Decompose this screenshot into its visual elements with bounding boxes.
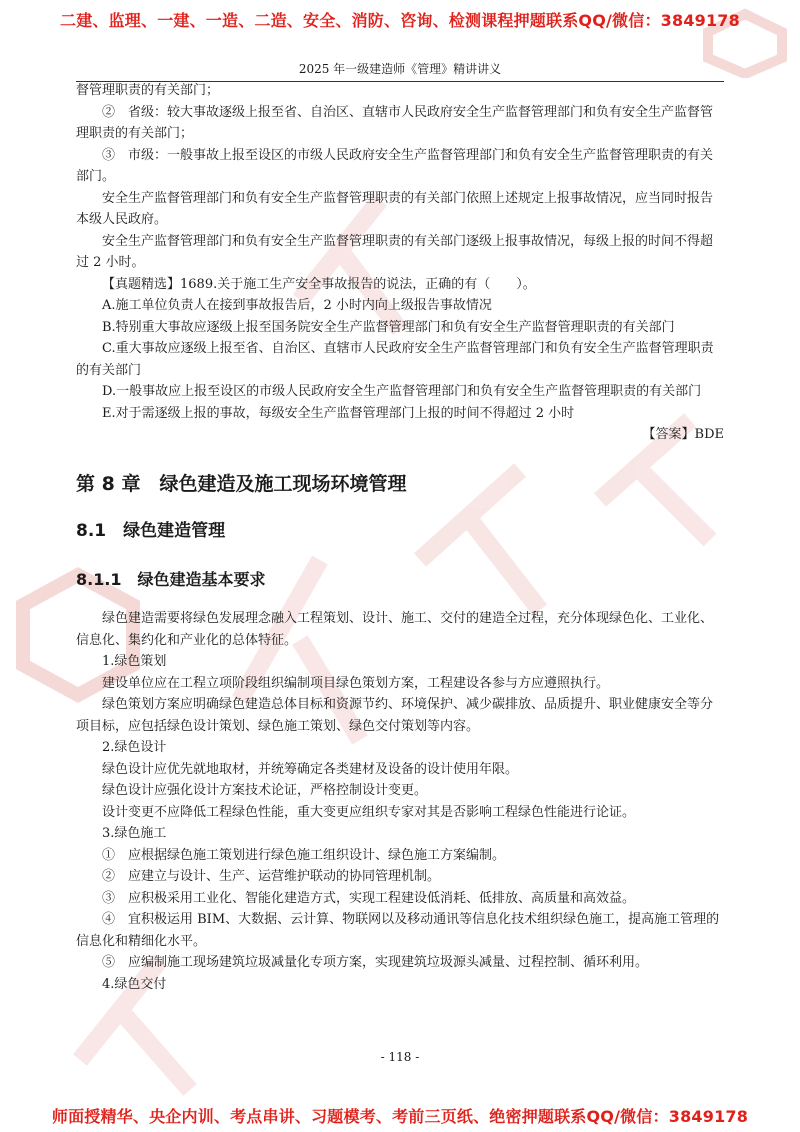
text-line: 安全生产监督管理部门和负有安全生产监督管理职责的有关部门依照上述规定上报事故情况，应当同时报告本级人民政府。 xyxy=(76,190,714,227)
page-number: - 118 - xyxy=(380,1050,420,1064)
list-item: ① 应根据绿色施工策划进行绿色施工组织设计、绿色施工方案编制。 xyxy=(102,847,506,863)
text-line: ③ 市级：一般事故上报至设区的市级人民政府安全生产监督管理部门和负有安全生产监督管理职责的有关部门。 xyxy=(76,147,714,184)
list-heading: 2.绿色设计 xyxy=(102,740,167,755)
list-heading: 1.绿色策划 xyxy=(102,654,167,669)
text-line: 绿色设计应强化设计方案技术论证，严格控制设计变更。 xyxy=(102,783,428,798)
list-item: ⑤ 应编制施工现场建筑垃圾减量化专项方案，实现建筑垃圾源头减量、过程控制、循环利用。 xyxy=(102,955,649,970)
text-line: 绿色策划方案应明确绿色建造总体目标和资源节约、环境保护、减少碳排放、品质提升、职业健康安全等分项目标，应包括绿色设计策划、绿色施工策划、绿色交付策划等内容。 xyxy=(76,697,714,734)
list-item: ③ 应积极采用工业化、智能化建造方式，实现工程建设低消耗、低排放、高质量和高效益。 xyxy=(102,890,636,906)
list-item: ② 应建立与设计、生产、运营维护联动的协同管理机制。 xyxy=(102,869,441,884)
text-line: ② 省级：较大事故逐级上报至省、自治区、直辖市人民政府安全生产监督管理部门和负有安全生产监督管理职责的有关部门； xyxy=(76,104,714,141)
text-line: 安全生产监督管理部门和负有安全生产监督管理职责的有关部门逐级上报事故情况，每级上报的时间不得超过 2 小时。 xyxy=(76,233,714,270)
subsection-title: 8.1.1 绿色建造基本要求 xyxy=(76,569,266,589)
bottom-promo-banner: 师面授精华、央企内训、考点串讲、习题模考、考前三页纸、绝密押题联系QQ/微信：3849178 xyxy=(51,1107,749,1126)
list-heading: 3.绿色施工 xyxy=(102,826,167,841)
answer: 【答案】BDE xyxy=(642,427,724,442)
section-title: 8.1 绿色建造管理 xyxy=(76,521,226,541)
top-promo-banner: 二建、监理、一建、一造、二造、安全、消防、咨询、检测课程押题联系QQ/微信：3849178 xyxy=(60,11,740,30)
option-a: A.施工单位负责人在接到事故报告后，2 小时内向上级报告事故情况 xyxy=(102,298,492,313)
running-header: 2025 年一级建造师《管理》精讲讲义 xyxy=(76,60,724,82)
option-c: C.重大事故应逐级上报至省、自治区、直辖市人民政府安全生产监督管理部门和负有安全生产监督管理职责的有关部门 xyxy=(76,341,714,378)
text-line: 设计变更不应降低工程绿色性能，重大变更应组织专家对其是否影响工程绿色性能进行论证。 xyxy=(102,804,636,820)
list-heading: 4.绿色交付 xyxy=(102,976,167,992)
page-content xyxy=(76,80,724,995)
chapter-title: 第 8 章 绿色建造及施工现场环境管理 xyxy=(76,472,407,495)
text-line: 绿色建造需要将绿色发展理念融入工程策划、设计、施工、交付的建造全过程，充分体现绿色化、工业化、信息化、集约化和产业化的总体特征。 xyxy=(76,611,714,648)
text-line: 建设单位应在工程立项阶段组织编制项目绿色策划方案，工程建设各参与方应遵照执行。 xyxy=(102,675,610,691)
text-line: 督管理职责的有关部门； xyxy=(76,83,220,98)
option-e: E.对于需逐级上报的事故，每级安全生产监督管理部门上报的时间不得超过 2 小时 xyxy=(102,405,575,421)
list-item: ④ 宜积极运用 BIM、大数据、云计算、物联网以及移动通讯等信息化技术组织绿色施工，提高施工管理的信息化和精细化水平。 xyxy=(76,912,720,949)
exam-question: 【真题精选】1689.关于施工生产安全事故报告的说法，正确的有（ ）。 xyxy=(102,276,536,292)
text-line: 绿色设计应优先就地取材，并统筹确定各类建材及设备的设计使用年限。 xyxy=(102,761,519,777)
option-b: B.特别重大事故应逐级上报至国务院安全生产监督管理部门和负有安全生产监督管理职责的有关部门 xyxy=(102,319,675,335)
option-d: D.一般事故应上报至设区的市级人民政府安全生产监督管理部门和负有安全生产监督管理职责的有关部门 xyxy=(102,384,702,399)
